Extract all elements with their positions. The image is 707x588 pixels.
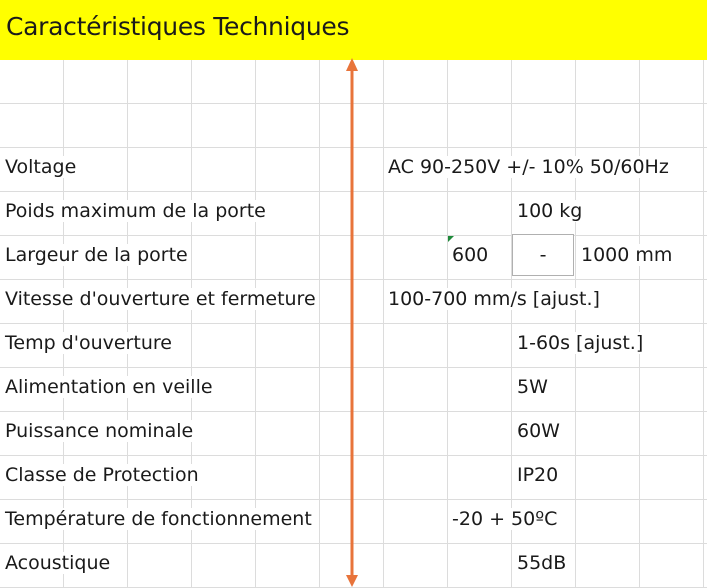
spec-value-speed: 100-700 mm/s [ajust.] xyxy=(388,288,600,310)
spec-value-rated-power: 60W xyxy=(517,420,560,442)
spec-value-protection-class: IP20 xyxy=(517,464,559,486)
spec-value-weight: 100 kg xyxy=(517,200,583,222)
spec-value-voltage: AC 90-250V +/- 10% 50/60Hz xyxy=(388,156,669,178)
spec-label-voltage: Voltage xyxy=(5,156,79,178)
spec-label-weight: Poids maximum de la porte xyxy=(5,200,269,222)
spec-value-opening-time: 1-60s [ajust.] xyxy=(517,332,644,354)
spec-value-temperature: -20 + 50ºC xyxy=(452,508,558,530)
width-separator: - xyxy=(539,244,547,266)
spec-value-standby-power: 5W xyxy=(517,376,548,398)
spec-value-width-min: 600 xyxy=(452,244,489,266)
spec-value-acoustic: 55dB xyxy=(517,552,567,574)
spec-label-temperature: Température de fonctionnement xyxy=(5,508,315,530)
arrow-head-bottom xyxy=(346,575,358,587)
spec-label-standby-power: Alimentation en veille xyxy=(5,376,216,398)
spec-label-acoustic: Acoustique xyxy=(5,552,113,574)
spec-value-width-max: 1000 mm xyxy=(581,244,673,266)
page-title: Caractéristiques Techniques xyxy=(6,12,350,41)
spec-label-width: Largeur de la porte xyxy=(5,244,191,266)
spec-label-speed: Vitesse d'ouverture et fermeture xyxy=(5,288,319,310)
spec-label-opening-time: Temp d'ouverture xyxy=(5,332,175,354)
arrow-head-top xyxy=(346,58,358,71)
spec-label-protection-class: Classe de Protection xyxy=(5,464,202,486)
spec-label-rated-power: Puissance nominale xyxy=(5,420,196,442)
